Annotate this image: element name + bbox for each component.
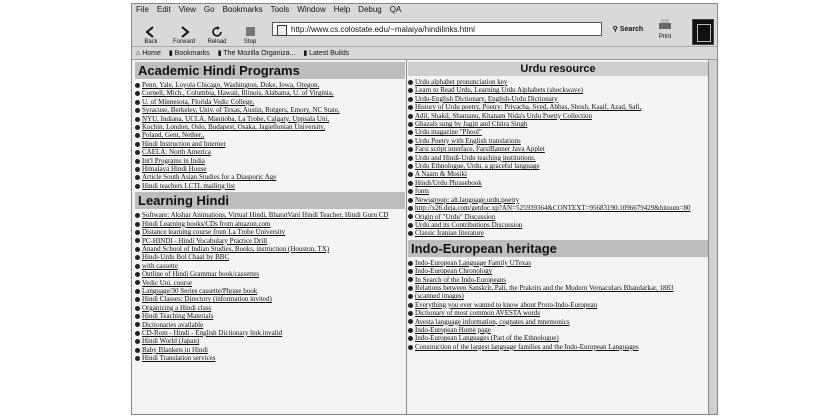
link-text[interactable]: Construction of the largest language families and the Indo-European Languages	[415, 342, 639, 351]
academic-list	[135, 81, 405, 190]
forward-label: Forward	[172, 39, 195, 45]
navigation-toolbar	[132, 16, 717, 46]
right-column	[408, 60, 708, 351]
forward-button[interactable]	[169, 17, 199, 45]
bullet-icon	[135, 230, 140, 235]
bullet-icon	[408, 214, 413, 219]
link-line[interactable]	[135, 354, 405, 362]
link-line[interactable]	[135, 253, 405, 261]
link-line[interactable]	[135, 131, 405, 139]
link-line[interactable]	[135, 140, 405, 148]
link-text[interactable]: Urdu and Hindi-Urdu teaching institutions.	[415, 153, 536, 162]
bullet-icon	[135, 213, 140, 218]
search-button[interactable]	[610, 22, 646, 38]
bullet-icon	[408, 336, 413, 341]
link-text[interactable]: Baby Blankets in Hindi	[142, 345, 208, 354]
bullet-icon	[135, 348, 140, 353]
link-text[interactable]: NYU, Indiana, UCLA, Manitoba, La Trobe, Calgary, Uppsala Uni,	[142, 114, 330, 123]
link-text[interactable]: Int'l Programs in India	[142, 156, 205, 165]
menu-debug[interactable]: Debug	[358, 5, 382, 14]
link-text[interactable]: Anand School of Indian Studies, Books, instruction (Houston, TX)	[142, 244, 330, 253]
menu-help[interactable]: Help	[333, 5, 351, 14]
link-text[interactable]: Adil, Shakil, Shantanu, Khanam Nida's Urdu Poetry Collection	[415, 111, 593, 120]
link-line[interactable]	[135, 245, 405, 253]
page-icon	[277, 25, 287, 36]
menu-bar	[132, 4, 717, 16]
link-line[interactable]	[135, 123, 405, 131]
link-line[interactable]	[408, 318, 708, 326]
menu-go[interactable]: Go	[203, 5, 215, 14]
bullet-icon	[408, 231, 413, 236]
bullet-icon	[408, 311, 413, 316]
stop-icon	[242, 25, 258, 39]
learning-heading: Learning Hindi	[135, 192, 405, 209]
link-text[interactable]: Urdu alphabet pronunciation key	[415, 78, 508, 86]
link-line[interactable]	[408, 301, 708, 309]
link-line[interactable]	[408, 334, 708, 342]
mozilla-link[interactable]: ▮ The Mozilla Organiza...	[217, 50, 296, 57]
link-text[interactable]: PC-HINDI - Hindi Vocabulary Practice Drill	[142, 236, 268, 245]
bullet-icon	[408, 147, 413, 152]
back-arrow-icon	[143, 25, 159, 39]
link-line[interactable]	[408, 284, 708, 292]
bullet-icon	[135, 117, 140, 122]
bullet-icon	[135, 133, 140, 138]
link-line[interactable]	[408, 292, 708, 300]
link-line[interactable]	[408, 128, 708, 136]
forward-arrow-icon	[176, 25, 192, 39]
link-text[interactable]: Poland, Gent, Nether.,	[142, 131, 205, 140]
link-line[interactable]	[408, 120, 708, 128]
menu-bookmarks[interactable]: Bookmarks	[222, 5, 263, 14]
bullet-icon	[135, 83, 140, 88]
web-content	[132, 60, 717, 414]
bullet-icon	[408, 139, 413, 144]
bullet-icon	[135, 125, 140, 130]
link-text[interactable]: Classic Iranian literature	[415, 229, 484, 238]
bullet-icon	[135, 297, 140, 302]
bullet-icon	[408, 130, 413, 135]
link-text[interactable]: Hindi/Urdu Phrasebook	[415, 178, 482, 187]
urdu-list	[408, 78, 708, 238]
link-text[interactable]: Dictionaries available	[142, 320, 204, 329]
link-line[interactable]	[135, 148, 405, 156]
bullet-icon	[135, 255, 140, 260]
back-label: Back	[144, 39, 158, 45]
url-input[interactable]	[272, 22, 602, 36]
link-line[interactable]	[135, 115, 405, 123]
indo-list	[408, 259, 708, 351]
bullet-icon	[408, 189, 413, 194]
bullet-icon	[135, 306, 140, 311]
link-text[interactable]: Urdu Poetry with English translations	[415, 136, 521, 145]
link-text[interactable]: Cornell, Mich., Columbia, Hawaii, Illinois, Alabama, U. of Virginia,	[142, 89, 334, 98]
link-text[interactable]: Hindi-Urdu Bol Chaal by BBC	[142, 253, 230, 262]
link-line[interactable]	[408, 276, 708, 284]
link-text[interactable]: Hindi Teaching Materials	[142, 312, 214, 321]
bullet-icon	[408, 328, 413, 333]
mozilla-label: The Mozilla Organiza...	[223, 50, 296, 57]
link-line[interactable]	[135, 106, 405, 114]
bullet-icon	[408, 223, 413, 228]
link-line[interactable]	[135, 279, 405, 287]
link-line[interactable]	[408, 86, 708, 94]
learning-list	[135, 211, 405, 362]
link-text[interactable]: Urdu Ethnologue, Urdu, a graceful language	[415, 162, 540, 171]
link-text[interactable]: U. of Minnesota, Florida Vedic College,	[142, 97, 255, 106]
bullet-icon	[135, 247, 140, 252]
link-text[interactable]: Relations between Sanskrit, Pali, the Prakrits and the Modern Vernaculars Bhandarkar, 1883	[415, 283, 674, 292]
vertical-scrollbar[interactable]	[708, 60, 717, 414]
bullet-icon	[408, 156, 413, 161]
bullet-icon	[135, 280, 140, 285]
link-text[interactable]: Avesta language information, cognates and mnemonics	[415, 317, 570, 326]
browser-window	[131, 3, 718, 415]
link-line[interactable]	[135, 182, 405, 190]
bullet-icon	[135, 91, 140, 96]
link-line[interactable]	[408, 170, 708, 178]
link-text[interactable]: In Search of the Indo-Europeans	[415, 275, 506, 284]
link-text[interactable]: Urdu magazine "Phool"	[415, 128, 482, 137]
link-line[interactable]	[135, 211, 405, 219]
reload-label: Reload	[207, 39, 227, 45]
link-text[interactable]: A Naam & Mosiki	[415, 170, 467, 179]
bullet-icon	[408, 294, 413, 299]
link-line[interactable]	[408, 229, 708, 237]
home-label: Home	[142, 49, 161, 57]
link-line[interactable]	[135, 89, 405, 97]
urdu-heading: Urdu resource	[408, 62, 708, 76]
link-text[interactable]: Farsi script interface, FarsiBanner Java Applet	[415, 145, 545, 154]
link-line[interactable]	[408, 259, 708, 267]
bullet-icon	[135, 108, 140, 113]
reload-icon	[209, 25, 225, 39]
link-text[interactable]: Software: Akshar Animations, Virtual Hindi, BharatVani Hindi Teacher, Hindi Guru CD	[142, 211, 389, 220]
link-line[interactable]	[135, 270, 405, 278]
link-line[interactable]	[135, 81, 405, 89]
link-line[interactable]	[135, 98, 405, 106]
link-text[interactable]: Learn to Read Urdu, Learning Urdu Alphabets (shockwave)	[415, 86, 583, 95]
throbber-logo[interactable]	[692, 19, 714, 45]
link-text[interactable]: Hindi Instruction and Internet	[142, 139, 226, 148]
bullet-icon	[135, 222, 140, 227]
bullet-icon	[135, 142, 140, 147]
link-text[interactable]: Ghazals sung by Jagjit and Chitra Singh	[415, 120, 528, 129]
bullet-icon	[135, 289, 140, 294]
link-text[interactable]: CAELA: North America	[142, 148, 211, 157]
link-text[interactable]: Urdu-English Dictionary, English-Urdu Dictionary	[415, 94, 558, 103]
link-line[interactable]	[408, 213, 708, 221]
bullet-icon	[408, 198, 413, 203]
link-line[interactable]	[135, 304, 405, 312]
bullet-icon	[135, 322, 140, 327]
link-text[interactable]: Organizing a Hindi class	[142, 303, 212, 312]
link-text[interactable]: Outline of Hindi Grammar book/cassettes	[142, 270, 260, 279]
stop-button[interactable]	[235, 17, 265, 45]
link-line[interactable]	[135, 173, 405, 181]
link-line[interactable]	[135, 157, 405, 165]
personal-toolbar	[132, 46, 717, 60]
stop-label: Stop	[243, 39, 257, 45]
left-column	[135, 60, 405, 363]
link-text[interactable]: Indo-European Chronology	[415, 267, 493, 276]
bullet-icon	[408, 286, 413, 291]
latest-builds-label: Latest Builds	[309, 50, 350, 57]
bullet-icon	[135, 150, 140, 155]
link-text[interactable]: Hindi Classes: Directory (information invited)	[142, 295, 272, 304]
link-line[interactable]	[408, 162, 708, 170]
bullet-icon	[408, 105, 413, 110]
link-line[interactable]	[408, 343, 708, 351]
link-text[interactable]: Urdu and its Contributions Discussion	[415, 220, 523, 229]
bullet-icon	[408, 345, 413, 350]
link-text[interactable]: Hindi teachers LCTL mailing list	[142, 181, 236, 190]
bullet-icon	[135, 314, 140, 319]
url-text: http://www.cs.colostate.edu/~malaiya/hindilinks.html	[291, 25, 475, 34]
link-text[interactable]: Distance learning course from La Trobe University	[142, 228, 286, 237]
bullet-icon	[135, 331, 140, 336]
bullet-icon	[408, 97, 413, 102]
bullet-icon	[408, 181, 413, 186]
link-line[interactable]	[408, 78, 708, 86]
bullet-icon	[135, 167, 140, 172]
link-line[interactable]	[135, 220, 405, 228]
link-text[interactable]: Indo-European Language Family UTexas	[415, 258, 531, 267]
search-icon: ⚲	[612, 26, 618, 33]
link-text[interactable]: Newsgroup: alt.language.urdu.poetry	[415, 195, 520, 204]
menu-view[interactable]: View	[178, 5, 196, 14]
bullet-icon	[408, 122, 413, 127]
bullet-icon	[135, 238, 140, 243]
indo-heading: Indo-European heritage	[408, 240, 708, 257]
menu-qa[interactable]: QA	[389, 5, 402, 14]
print-label: Print	[658, 34, 672, 40]
link-text[interactable]: Vedic Uni. course	[142, 278, 192, 287]
menu-window[interactable]: Window	[297, 5, 326, 14]
link-line[interactable]	[408, 326, 708, 334]
link-line[interactable]	[408, 95, 708, 103]
link-line[interactable]	[408, 221, 708, 229]
link-line[interactable]	[135, 346, 405, 354]
bullet-icon	[408, 319, 413, 324]
reload-button[interactable]	[202, 17, 232, 45]
link-text[interactable]: http://x26.deja.com/getdoc.xp?AN=525939364&CONTEXT=95683190.1096679429&hitnum=80	[415, 204, 691, 213]
bullet-icon	[135, 339, 140, 344]
back-button[interactable]	[136, 17, 166, 45]
link-text[interactable]: CD-Rom - Hindi - English Dictionary link invalid	[142, 328, 283, 337]
bullet-icon	[408, 88, 413, 93]
link-line[interactable]	[135, 165, 405, 173]
link-line[interactable]	[408, 179, 708, 187]
link-line[interactable]	[135, 321, 405, 329]
link-line[interactable]	[408, 154, 708, 162]
link-text[interactable]: Dictionary of most common AVESTA words	[415, 309, 541, 318]
menu-tools[interactable]: Tools	[270, 5, 290, 14]
column-divider	[406, 60, 407, 414]
link-line[interactable]	[135, 295, 405, 303]
bullet-icon	[408, 114, 413, 119]
link-text[interactable]: Indo-European Home page	[415, 325, 491, 334]
link-line[interactable]	[408, 137, 708, 145]
link-text[interactable]: Language/30 Series cassette/Phrase book	[142, 286, 258, 295]
bullet-icon	[408, 80, 413, 85]
bullet-icon	[135, 356, 140, 361]
bullet-icon	[135, 175, 140, 180]
link-line[interactable]	[408, 196, 708, 204]
bullet-icon	[408, 261, 413, 266]
link-text[interactable]: Article South Asian Studies for a Diasporic Age	[142, 173, 277, 182]
bullet-icon	[135, 159, 140, 164]
link-line[interactable]	[408, 309, 708, 317]
bullet-icon	[408, 303, 413, 308]
link-text[interactable]: Indo-European Languages (Part of the Ethnologue)	[415, 334, 559, 343]
link-line[interactable]	[135, 312, 405, 320]
link-line[interactable]	[135, 287, 405, 295]
latest-builds-link[interactable]: ▮ Latest Builds	[303, 50, 350, 57]
link-text[interactable]: Syracuse, Berkeley, Univ. of Texas, Austin, Rutgers, Emory, NC State,	[142, 106, 340, 115]
link-line[interactable]	[135, 262, 405, 270]
link-text[interactable]: fonts	[415, 187, 429, 196]
link-line[interactable]	[135, 337, 405, 345]
bullet-icon	[408, 269, 413, 274]
link-text[interactable]: Hindi Learning books/CDs from amazon.com	[142, 219, 271, 228]
link-text[interactable]: Everything you ever wanted to know about Proto-Indo-European	[415, 300, 598, 309]
bullet-icon	[408, 277, 413, 282]
link-text[interactable]: Hindi Translation services	[142, 354, 216, 363]
link-text[interactable]: Himalaya Hindi House	[142, 165, 207, 174]
bookmarks-link[interactable]: ▮ Bookmarks	[168, 50, 210, 57]
academic-heading: Academic Hindi Programs	[135, 62, 405, 79]
link-line[interactable]	[408, 267, 708, 275]
link-line[interactable]	[408, 103, 708, 111]
link-line[interactable]	[408, 187, 708, 195]
menu-edit[interactable]: Edit	[156, 5, 171, 14]
link-line[interactable]	[135, 329, 405, 337]
bullet-icon	[135, 184, 140, 189]
home-link[interactable]: ⌂ Home	[136, 49, 161, 57]
link-text[interactable]: Kochin, London, Oslo, Budapest, Osaka, Jagiellonian University,	[142, 123, 326, 132]
bullet-icon	[135, 272, 140, 277]
link-line[interactable]	[408, 112, 708, 120]
link-line[interactable]	[135, 237, 405, 245]
printer-icon	[657, 18, 673, 32]
link-text[interactable]: Origin of "Urdu" Discussion	[415, 212, 496, 221]
bookmarks-label: Bookmarks	[174, 50, 210, 57]
link-text[interactable]: with cassette	[142, 261, 178, 270]
link-text[interactable]: History of Urdu poetry, Poetry: Priyacha, Syed, Abbas, Shosh, Kaaif, Azad, Safi,	[415, 103, 642, 112]
bullet-icon	[135, 100, 140, 105]
search-label: Search	[619, 26, 644, 33]
bullet-icon	[408, 164, 413, 169]
link-line[interactable]	[408, 204, 708, 212]
link-text[interactable]: (scanned images)	[415, 292, 464, 301]
link-text[interactable]: Penn, Yale, Loyola Chicago, Washington, Duke, Iowa, Oregon,	[142, 81, 320, 89]
menu-file[interactable]: File	[136, 5, 149, 14]
link-line[interactable]	[135, 228, 405, 236]
print-button[interactable]	[652, 18, 678, 44]
bullet-icon	[135, 264, 140, 269]
bullet-icon	[408, 172, 413, 177]
link-text[interactable]: Hindi World (Japan)	[142, 337, 200, 346]
bullet-icon	[408, 206, 413, 211]
link-line[interactable]	[408, 145, 708, 153]
